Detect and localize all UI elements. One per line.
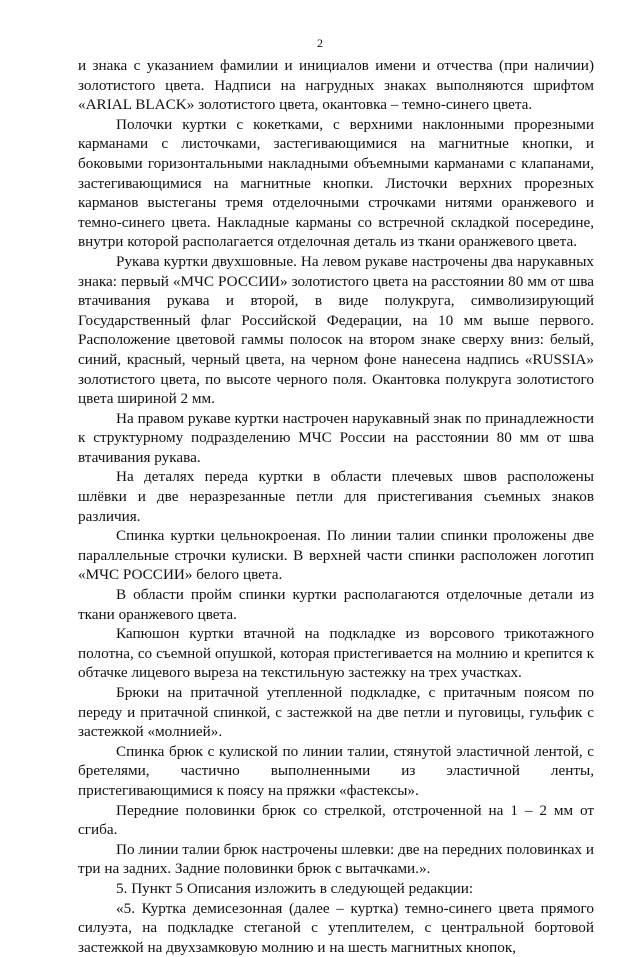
paragraph-badge-continuation: и знака с указанием фамилии и инициалов имени и отчества (при наличии) золотистого цвета. Надписи на нагрудных знаках выполняются шрифтом «ARIAL BLACK» золотистого цвета, окантовка – темно-синего цвета. bbox=[78, 57, 594, 114]
paragraph-shoulder-loops: На деталях переда куртки в области плечевых швов расположены шлёвки и две неразрезанные петли для пристегивания съемных знаков различия. bbox=[78, 468, 594, 525]
paragraph-trousers: Брюки на притачной утепленной подкладке, с притачным поясом по переду и притачной спинкой, с застежкой на две петли и пуговицы, гульфик с застежкой «молнией». bbox=[78, 684, 594, 741]
paragraph-jacket-back: Спинка куртки цельнокроеная. По линии талии спинки проложены две параллельные строчки кулиски. В верхней части спинки расположен логотип «МЧС РОССИИ» белого цвета. bbox=[78, 527, 594, 584]
paragraph-hood: Капюшон куртки втачной на подкладке из ворсового трикотажного полотна, со съемной опушкой, которая пристегивается на молнию и крепится к обтачке лицевого выреза на текстильную застежку на трех участках. bbox=[78, 625, 594, 682]
paragraph-trousers-back: Спинка брюк с кулиской по линии талии, стянутой эластичной лентой, с бретелями, частично выполненными из эластичной ленты, пристегивающимися к поясу на пряжки «фастексы». bbox=[78, 742, 594, 799]
paragraph-trousers-front: Передние половинки брюк со стрелкой, отстроченной на 1 – 2 мм от сгиба. bbox=[78, 801, 594, 839]
paragraph-front-pockets: Полочки куртки с кокетками, с верхними наклонными прорезными карманами с листочками, застегивающимися на магнитные кнопки, и боковыми горизонтальными накладными объемными карманами с клапанами, застегивающимися на магнитные кнопки. Листочки верхних прорезных карманов выстеганы тремя отделочными строчками нитями оранжевого и темно-синего цвета. Накладные карманы со встречной складкой посередине, внутри которой располагается отделочная деталь из ткани оранжевого цвета. bbox=[78, 115, 594, 251]
paragraph-sleeves: Рукава куртки двухшовные. На левом рукаве настрочены два нарукавных знака: первый «МЧС РОССИИ» золотистого цвета на расстоянии 80 мм от шва втачивания рукава и второй, в виде полукруга, символизирующий Государственный флаг Российской Федерации, на 10 мм выше первого. Расположение цветовой гаммы полосок на втором знаке сверху вниз: белый, синий, красный, черный цвета, на черном фоне нанесена надпись «RUSSIA» золотистого цвета, по высоте черного поля. Окантовка полукруга золотистого цвета шириной 2 мм. bbox=[78, 252, 594, 408]
paragraph-armhole-details: В области пройм спинки куртки располагаются отделочные детали из ткани оранжевого цвета. bbox=[78, 586, 594, 623]
paragraph-belt-loops: По линии талии брюк настрочены шлевки: две на передних половинках и три на задних. Задние половинки брюк с вытачками.». bbox=[78, 840, 594, 878]
page-number: 2 bbox=[317, 36, 323, 50]
paragraph-right-sleeve: На правом рукаве куртки настрочен нарукавный знак по принадлежности к структурному подразделению МЧС России на расстоянии 80 мм от шва втачивания рукава. bbox=[78, 409, 594, 466]
document-body bbox=[78, 56, 594, 957]
paragraph-item-5-heading: 5. Пункт 5 Описания изложить в следующей редакции: bbox=[116, 879, 474, 897]
paragraph-item-5-text: «5. Куртка демисезонная (далее – куртка) темно-синего цвета прямого силуэта, на подкладке стеганой с утеплителем, с центральной бортовой застежкой на двухзамковую молнию и на шесть магнитных кнопок, bbox=[78, 899, 594, 956]
